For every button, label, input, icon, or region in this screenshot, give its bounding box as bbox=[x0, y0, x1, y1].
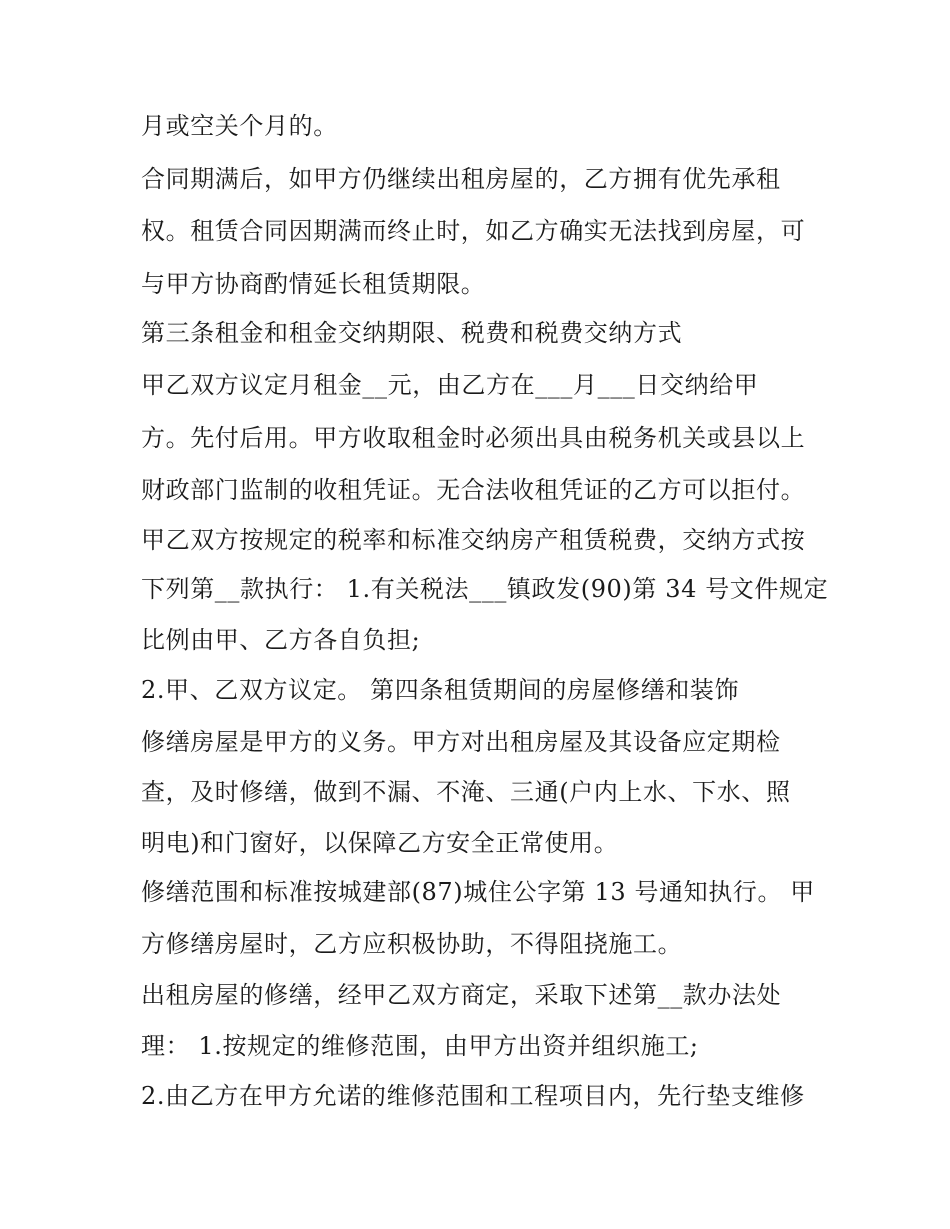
text-line: 修缮范围和标准按城建部(87)城住公字第 13 号通知执行。 甲 bbox=[141, 878, 815, 906]
text-line: 甲乙双方议定月租金__元，由乙方在___月___日交纳给甲 bbox=[141, 371, 759, 399]
text-line: 与甲方协商酌情延长租赁期限。 bbox=[141, 270, 486, 298]
text-line: 2.甲、乙双方议定。 第四条租赁期间的房屋修缮和装饰 bbox=[141, 676, 740, 704]
text-line: 财政部门监制的收租凭证。无合法收租凭证的乙方可以拒付。 bbox=[141, 476, 806, 504]
text-line: 月或空关个月的。 bbox=[141, 112, 338, 140]
text-line: 2.由乙方在甲方允诺的维修范围和工程项目内，先行垫支维修 bbox=[141, 1082, 805, 1110]
text-line: 出租房屋的修缮，经甲乙双方商定，采取下述第__款办法处 bbox=[141, 981, 782, 1009]
text-line: 查，及时修缮，做到不漏、不淹、三通(户内上水、下水、照 bbox=[141, 778, 791, 806]
text-line: 方。先付后用。甲方收取租金时必须出具由税务机关或县以上 bbox=[141, 424, 806, 452]
text-line: 下列第__款执行： 1.有关税法___镇政发(90)第 34 号文件规定 bbox=[141, 575, 829, 603]
text-line: 比例由甲、乙方各自负担; bbox=[141, 626, 421, 654]
text-line: 甲乙双方按规定的税率和标准交纳房产租赁税费，交纳方式按 bbox=[141, 526, 806, 554]
text-line: 合同期满后，如甲方仍继续出租房屋的，乙方拥有优先承租 bbox=[141, 165, 781, 193]
text-line: 方修缮房屋时，乙方应积极协助，不得阻挠施工。 bbox=[141, 930, 683, 958]
text-line: 权。租赁合同因期满而终止时，如乙方确实无法找到房屋，可 bbox=[141, 217, 806, 245]
text-line: 理： 1.按规定的维修范围，由甲方出资并组织施工; bbox=[141, 1032, 699, 1060]
text-line: 修缮房屋是甲方的义务。甲方对出租房屋及其设备应定期检 bbox=[141, 728, 781, 756]
text-line: 明电)和门窗好，以保障乙方安全正常使用。 bbox=[141, 829, 619, 857]
section-heading: 第三条租金和租金交纳期限、税费和税费交纳方式 bbox=[141, 319, 683, 347]
